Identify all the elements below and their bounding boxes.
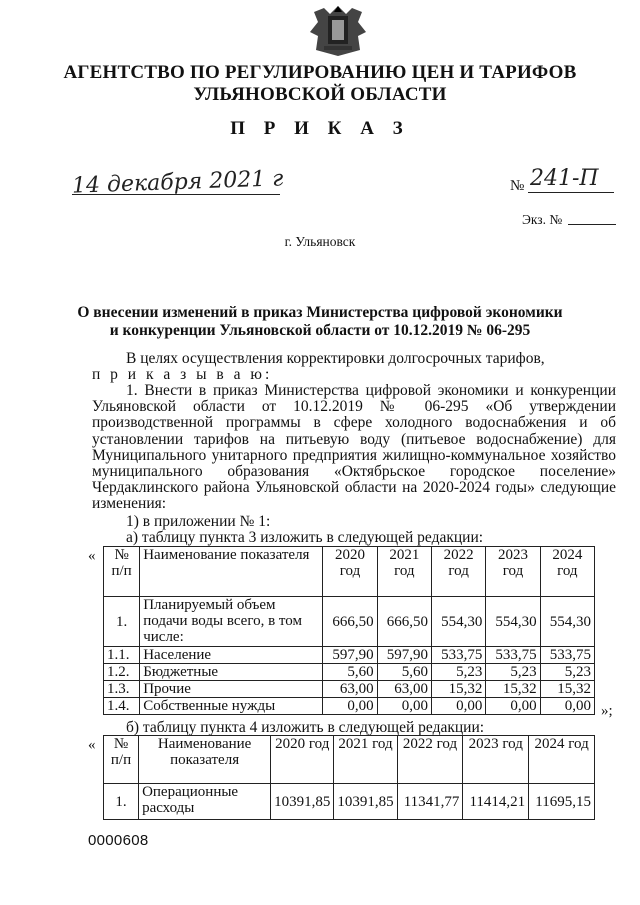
coat-of-arms-emblem <box>300 2 376 58</box>
table1-header-2020: 2020 год <box>323 547 377 597</box>
clause-1-paragraph: 1. Внести в приказ Министерства цифровой экономики и конкуренции Ульяновской области от 10.12.2019 № 06-295 «Об утверждении производственной программы в сфере холодного водоснабжения и об установлении тарифов на питьевую воду (питьевое водоснабжение) для Муниципального унитарного предприятия жилищно-коммунальное хозяйство муниципального образования «Октябрьское городское поселение» Чердаклинского района Ульяновской области на 2020-2024 годы» следующие изменения: <box>92 382 616 513</box>
city-name: г. Ульяновск <box>284 234 356 249</box>
table-water-supply-volume <box>103 546 595 715</box>
table-cell: 11414,21 <box>463 784 529 820</box>
table-cell: 0,00 <box>540 698 594 715</box>
subclause-a-paragraph: а) таблицу пункта 3 изложить в следующей редакции: <box>126 529 484 546</box>
table-cell: 5,60 <box>377 664 431 681</box>
table-cell: 10391,85 <box>271 784 334 820</box>
number-label: № <box>510 178 525 194</box>
table-cell: 10391,85 <box>334 784 397 820</box>
document-serial-code: 0000608 <box>88 832 149 849</box>
table-cell: 533,75 <box>486 647 540 664</box>
table-cell: 666,50 <box>323 597 377 647</box>
table1-header-name: Наименование показателя <box>140 547 323 597</box>
table-cell: 1. <box>104 784 139 820</box>
table2-header-2023: 2023 год <box>463 736 529 784</box>
number-underline <box>528 192 614 193</box>
table-cell: 533,75 <box>540 647 594 664</box>
table2-header-row <box>104 736 595 784</box>
copy-number-blank <box>568 224 616 225</box>
table1-open-quote: « <box>88 548 96 564</box>
table2-header-2022: 2022 год <box>397 736 463 784</box>
table-cell: 1. <box>104 597 140 647</box>
table-cell: 11341,77 <box>397 784 463 820</box>
table-cell: Прочие <box>140 681 323 698</box>
table-cell: 5,23 <box>486 664 540 681</box>
copy-number-label: Экз. № <box>522 212 563 227</box>
agency-name-line1: АГЕНТСТВО ПО РЕГУЛИРОВАНИЮ ЦЕН И ТАРИФОВ <box>63 62 577 83</box>
subclause-1-paragraph: 1) в приложении № 1: <box>126 513 271 530</box>
subject-line2: и конкуренции Ульяновской области от 10.12.2019 № 06-295 <box>109 322 531 339</box>
table-cell: Операционные расходы <box>139 784 271 820</box>
table-cell: 15,32 <box>486 681 540 698</box>
table-cell: 5,60 <box>323 664 377 681</box>
table-cell: 554,30 <box>431 597 485 647</box>
date-underline <box>72 194 280 195</box>
table-cell: 0,00 <box>377 698 431 715</box>
table1-header-2022: 2022 год <box>431 547 485 597</box>
table2-header-name: Наименование показателя <box>139 736 271 784</box>
table-cell: 1.2. <box>104 664 140 681</box>
table-cell: 666,50 <box>377 597 431 647</box>
table-cell: Население <box>140 647 323 664</box>
table-cell: 597,90 <box>323 647 377 664</box>
table-cell: 15,32 <box>540 681 594 698</box>
table2-open-quote: « <box>88 737 96 753</box>
table-cell: 1.1. <box>104 647 140 664</box>
table-cell: 554,30 <box>486 597 540 647</box>
table-cell: 533,75 <box>431 647 485 664</box>
table-cell: Планируемый объем подачи воды всего, в том числе: <box>140 597 323 647</box>
document-type-title: П Р И К А З <box>230 118 410 139</box>
table1-close-quote: »; <box>601 703 613 719</box>
table1-header-num: № п/п <box>104 547 140 597</box>
table1-header-2023: 2023 год <box>486 547 540 597</box>
table1-header-row <box>104 547 595 597</box>
subclause-b-paragraph: б) таблицу пункта 4 изложить в следующей редакции: <box>126 719 485 736</box>
table2-header-2020: 2020 год <box>271 736 334 784</box>
table-cell: 0,00 <box>431 698 485 715</box>
handwritten-order-number: 241-П <box>530 166 599 191</box>
table-cell: 1.4. <box>104 698 140 715</box>
table-cell: 11695,15 <box>529 784 595 820</box>
agency-name-line2: УЛЬЯНОВСКОЙ ОБЛАСТИ <box>193 84 447 105</box>
table1-row-population <box>104 647 595 664</box>
table-cell: 0,00 <box>486 698 540 715</box>
handwritten-date: 14 декабря 2021 г <box>71 166 284 199</box>
table2-row-opex <box>104 784 595 820</box>
table-cell: 63,00 <box>377 681 431 698</box>
table-cell: 597,90 <box>377 647 431 664</box>
table1-header-2021: 2021 год <box>377 547 431 597</box>
table-cell: 0,00 <box>323 698 377 715</box>
table-cell: Бюджетные <box>140 664 323 681</box>
table1-row-total <box>104 597 595 647</box>
table-cell: 15,32 <box>431 681 485 698</box>
table1-header-2024: 2024 год <box>540 547 594 597</box>
order-verb: п р и к а з ы в а ю: <box>92 366 273 383</box>
table2-header-2024: 2024 год <box>529 736 595 784</box>
subject-line1: О внесении изменений в приказ Министерства цифровой экономики <box>77 304 563 321</box>
table-cell: 5,23 <box>540 664 594 681</box>
table2-header-2021: 2021 год <box>334 736 397 784</box>
table1-row-budget <box>104 664 595 681</box>
table-operating-expenses <box>103 735 595 820</box>
table1-row-own-needs <box>104 698 595 715</box>
table2-header-num: № п/п <box>104 736 139 784</box>
table-cell: 1.3. <box>104 681 140 698</box>
table1-row-other <box>104 681 595 698</box>
table-cell: 554,30 <box>540 597 594 647</box>
table-cell: 63,00 <box>323 681 377 698</box>
preamble-paragraph: В целях осуществления корректировки долгосрочных тарифов, <box>126 350 545 367</box>
table-cell: 5,23 <box>431 664 485 681</box>
table-cell: Собственные нужды <box>140 698 323 715</box>
